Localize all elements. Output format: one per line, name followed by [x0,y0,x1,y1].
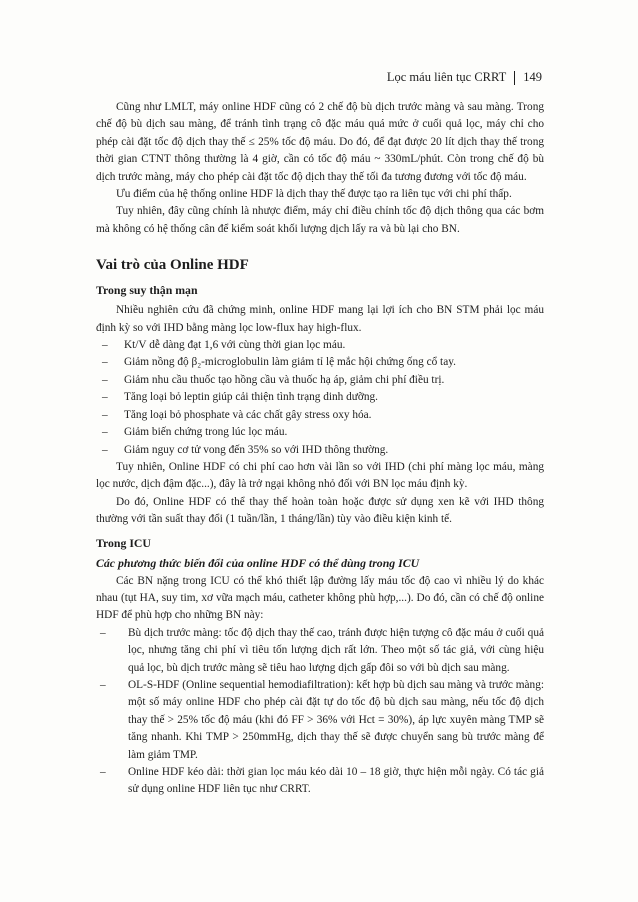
icu-heading: Trong ICU [96,535,151,550]
list-item: – Giảm nguy cơ tử vong đến 35% so với IHD thông thường. [102,442,544,459]
ckd-intro: Nhiều nghiên cứu đã chứng minh, online HDF mang lại lợi ích cho BN STM phải lọc máu định kỳ so với IHD bằng màng lọc low-flux hay high-flux. [96,304,544,334]
section-title: Vai trò của Online HDF [96,257,249,274]
page-number: 149 [523,70,542,84]
list-item: – Kt/V dễ dàng đạt 1,6 với cùng thời gian lọc máu. [102,337,544,354]
running-title: Lọc máu liên tục CRRT [386,70,507,84]
list-item: – OL-S-HDF (Online sequential hemodiafiltration): kết hợp bù dịch sau màng và trước màng: một số máy online HDF cho phép cài đặt tự do tốc độ bù dịch sau màng, nếu tốc độ dịch thay thế > 25% tốc độ máu (khi đó FF > 36% với Hct = 30%), áp lực xuyên màng TMP sẽ tăng nhanh. Khi TMP > 250mmHg, dịch thay thế sẽ được chuyển sang bù trước màng để làm giảm TMP. [100,677,544,764]
list-item: – Giảm nồng độ β₂-microglobulin làm giảm tỉ lệ mắc hội chứng ống cổ tay. [102,354,544,371]
page-body [96,99,544,799]
list-item: – Online HDF kéo dài: thời gian lọc máu kéo dài 10 – 18 giờ, thực hiện mỗi ngày. Có tác giả sử dụng online HDF liên tục như CRRT. [100,764,544,799]
ckd-cost-paragraph: Tuy nhiên, Online HDF có chi phí cao hơn vài lần so với IHD (chi phí màng lọc máu, màng lọc nước, dịch đậm đặc...), đây là trở ngại không nhỏ đối với BN lọc máu định kỳ. [96,460,544,491]
icu-mode-list [96,625,544,799]
icu-intro: Các BN nặng trong ICU có thể khó thiết lập đường lấy máu tốc độ cao vì nhiều lý do khác nhau (tụt HA, suy tim, xơ vữa mạch máu, catheter không phù hợp,...). Do đó, cần có chế độ online HDF để phù hợp cho những BN này: [96,574,544,622]
ckd-benefit-list [96,337,544,459]
intro-paragraph-2: Ưu điểm của hệ thống online HDF là dịch thay thế được tạo ra liên tục với chi phí thấp. [116,188,512,201]
header-divider [514,71,515,85]
intro-paragraph-3: Tuy nhiên, đây cũng chính là nhược điểm, máy chỉ điều chỉnh tốc độ dịch thông qua các bơm mà không có hệ thống cân để kiểm soát khối lượng dịch lấy ra và bù lại cho BN. [96,205,544,235]
ckd-conclusion-paragraph: Do đó, Online HDF có thể thay thế hoàn toàn hoặc được sử dụng xen kẽ với IHD thông thường với tần suất thay đổi (1 tuần/lần, 1 tháng/lần) tùy vào điều kiện kinh tế. [96,495,544,526]
icu-subheading: Các phương thức biến đổi của online HDF có thể dùng trong ICU [96,555,420,570]
list-item: – Tăng loại bỏ phosphate và các chất gây stress oxy hóa. [102,407,544,424]
list-item: – Giảm biến chứng trong lúc lọc máu. [102,424,544,441]
list-item: – Tăng loại bỏ leptin giúp cải thiện tình trạng dinh dưỡng. [102,389,544,406]
page-header [387,70,542,85]
ckd-heading: Trong suy thận mạn [96,283,198,298]
intro-paragraph-1: Cũng như LMLT, máy online HDF cũng có 2 chế độ bù dịch trước màng và sau màng. Trong chế độ bù dịch sau màng, để tránh tình trạng cô đặc máu quá mức ở cuối quả lọc, máy chỉ cho phép cài đặt tốc độ dịch thay thế ≤ 25% tốc độ máu. Do đó, để đạt được 20 lít dịch thay thế trong thời gian CTNT thông thường là 4 giờ, cần có tốc độ máu ~ 330mL/phút. Còn trong chế độ bù dịch trước màng, máy cho phép cài đặt tốc độ dịch thay thế tối đa tương đương với tốc độ máu. [96,101,544,183]
list-item: – Bù dịch trước màng: tốc độ dịch thay thế cao, tránh được hiện tượng cô đặc máu ở cuối quả lọc, nhưng tăng chi phí vì tiêu tốn lượng dịch rất lớn. Theo một số tác giả, với cùng hiệu quả lọc, bù dịch trước màng sẽ tiêu hao lượng dịch gấp đôi so với bù dịch sau màng. [100,625,544,677]
list-item: – Giảm nhu cầu thuốc tạo hồng cầu và thuốc hạ áp, giảm chi phí điều trị. [102,372,544,389]
